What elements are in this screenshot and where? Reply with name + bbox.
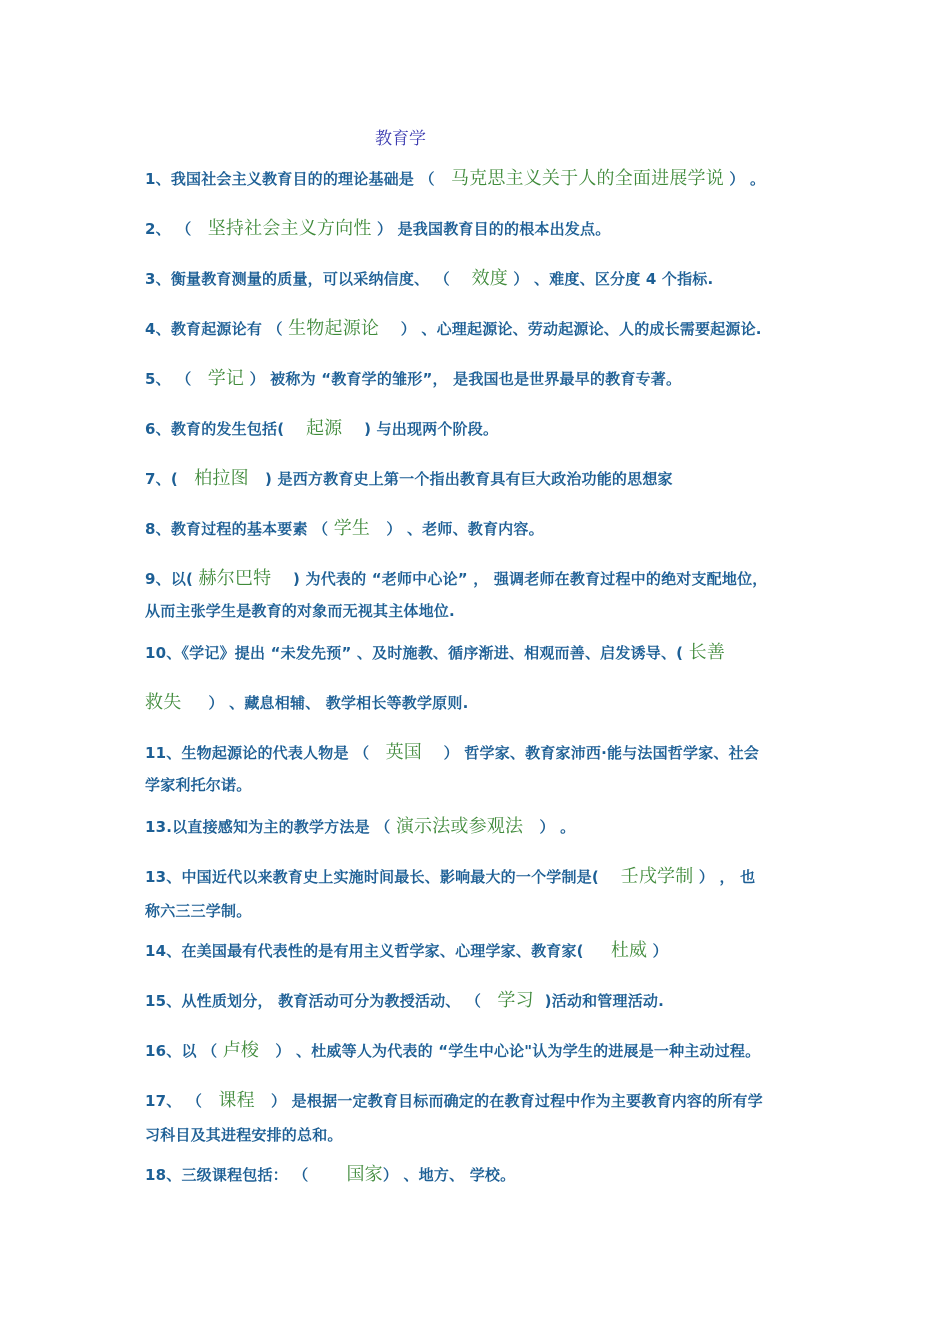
question-text: ） 。 (523, 818, 576, 836)
answer-text: 英国 (385, 742, 422, 763)
question-line (145, 638, 725, 664)
question-text: 13、中国近代以来教育史上实施时间最长、影响最大的一个学制是( (145, 868, 621, 886)
answer-text: 卢梭 (222, 1040, 260, 1061)
question-text: ） 、老师、教育内容。 (370, 520, 544, 538)
answer-text: 坚持社会主义方向性 (207, 218, 372, 239)
answer-text: 演示法或参观法 (395, 816, 524, 837)
question-text: ) 与出现两个阶段。 (342, 420, 499, 438)
question-text: ) 为代表的 “老师中心论” ， 强调老师在教育过程中的绝对支配地位， (271, 570, 768, 588)
question-line (145, 986, 664, 1012)
question-text: ） 哲学家、教育家沛西·能与法国哲学家、社会 (421, 744, 759, 762)
question-text: ) 是西方教育史上第一个指出教育具有巨大政治功能的思想家 (248, 470, 673, 488)
question-line (145, 1160, 515, 1186)
question-text: 8、教育过程的基本要素 （ (145, 520, 334, 538)
question-text: 10、《学记》提出 “未发先预” 、及时施教、循序渐进、相观而善、启发诱导、( (145, 644, 689, 662)
answer-text: 长善 (688, 642, 726, 663)
question-text: 6、教育的发生包括( (145, 420, 306, 438)
answer-text: 救失 (145, 692, 182, 713)
question-line (145, 688, 468, 714)
question-line (145, 1086, 763, 1112)
question-line (145, 600, 455, 621)
question-line (145, 900, 251, 921)
question-line (145, 738, 759, 764)
question-text: ） 、难度、区分度 4 个指标. (507, 270, 714, 288)
question-line (145, 812, 575, 838)
answer-text: 赫尔巴特 (198, 568, 272, 589)
question-text: 15、从性质划分， 教育活动可分为教授活动、 （ (145, 992, 498, 1010)
question-text: 13.以直接感知为主的教学方法是 （ (145, 818, 396, 836)
question-text: ） 、心理起源论、劳动起源论、人的成长需要起源论. (379, 320, 762, 338)
question-line (145, 414, 498, 440)
question-text: ） 。 (723, 170, 766, 188)
question-text: ） 被称为 “教育学的雏形”， 是我国也是世界最早的教育专著。 (244, 370, 682, 388)
question-text: )活动和管理活动. (533, 992, 664, 1010)
question-text: 学家利托尔诺。 (145, 776, 252, 794)
question-text: 16、以 （ (145, 1042, 223, 1060)
question-text: ） 是我国教育目的的根本出发点。 (371, 220, 611, 238)
question-text: 17、 （ (145, 1092, 219, 1110)
question-text: 从而主张学生是教育的对象而无视其主体地位. (145, 602, 455, 620)
answer-text: 学习 (497, 990, 534, 1011)
answer-text: 课程 (218, 1090, 255, 1111)
question-text: 4、教育起源论有 （ (145, 320, 289, 338)
question-text: ） 、藏息相辅、 教学相长等教学原则. (181, 694, 469, 712)
question-text: ） 是根据一定教育目标而确定的在教育过程中作为主要教育内容的所有学 (254, 1092, 763, 1110)
question-line (145, 1124, 343, 1145)
question-text: 5、 （ (145, 370, 208, 388)
question-text: ） (647, 942, 668, 960)
document-title: 教育学 (375, 129, 426, 149)
question-line (145, 164, 765, 190)
answer-text: 生物起源论 (288, 318, 380, 339)
question-text: ） 、地方、 学校。 (382, 1166, 516, 1184)
question-line (145, 514, 544, 540)
question-line (145, 464, 673, 490)
question-line (145, 364, 681, 390)
question-text: 称六三三学制。 (145, 902, 252, 920)
answer-text: 起源 (305, 418, 343, 439)
question-text: 2、 （ (145, 220, 208, 238)
question-line (145, 214, 610, 240)
answer-text: 效度 (471, 268, 508, 289)
question-text: ） 、杜威等人为代表的 “学生中心论"认为学生的进展是一种主动过程。 (259, 1042, 761, 1060)
question-line (145, 564, 767, 590)
answer-text: 国家 (346, 1164, 383, 1185)
question-text: 习科目及其进程安排的总和。 (145, 1126, 343, 1144)
question-text: 18、三级课程包括： （ (145, 1166, 347, 1184)
answer-text: 杜威 (610, 940, 648, 961)
question-line (145, 314, 762, 340)
question-line (145, 862, 755, 888)
answer-text: 柏拉图 (194, 468, 249, 489)
answer-text: 马克思主义关于人的全面进展学说 (450, 168, 724, 189)
question-text: 11、生物起源论的代表人物是 （ (145, 744, 386, 762)
question-line (145, 264, 713, 290)
question-line (145, 1036, 760, 1062)
question-line (145, 936, 668, 962)
question-text: 7、( (145, 470, 195, 488)
question-text: ） ， 也 (693, 868, 756, 886)
question-text: 14、在美国最有代表性的是有用主义哲学家、心理学家、教育家( (145, 942, 611, 960)
question-text: 3、衡量教育测量的质量，可以采纳信度、 （ (145, 270, 472, 288)
question-text: 1、我国社会主义教育目的的理论基础是 （ (145, 170, 451, 188)
answer-text: 学记 (207, 368, 245, 389)
answer-text: 学生 (333, 518, 371, 539)
question-text: 9、以( (145, 570, 199, 588)
question-line (145, 774, 251, 795)
answer-text: 壬戌学制 (620, 866, 694, 887)
